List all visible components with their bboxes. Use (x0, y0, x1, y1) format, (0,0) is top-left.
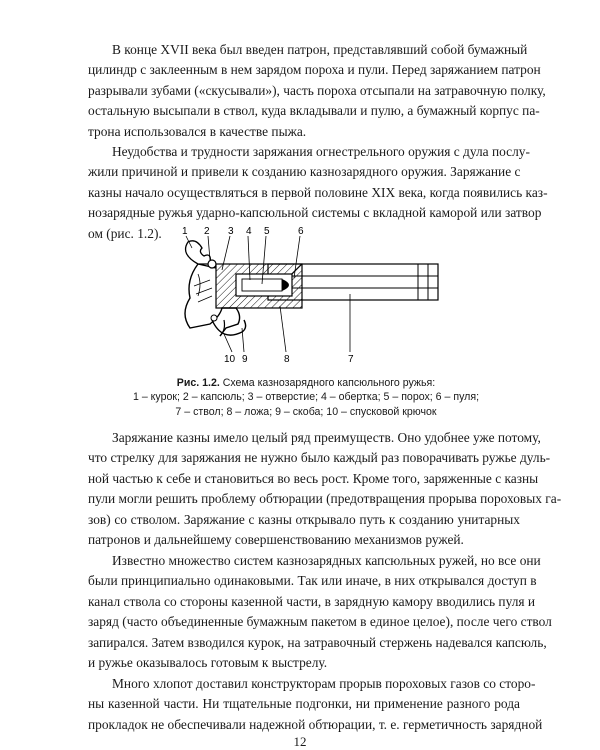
label-7: 7 (348, 354, 354, 365)
paragraph-3 (88, 428, 562, 550)
label-1: 1 (182, 226, 188, 237)
paragraph-4 (88, 551, 552, 673)
breech-chamber (216, 264, 302, 308)
paragraph-1 (88, 40, 546, 142)
label-5: 5 (264, 226, 270, 237)
page-number: 12 (293, 734, 307, 749)
text-line: ом (рис. 1.2). (88, 225, 162, 241)
text-line: ной частью к себе и становиться во весь рост. Кроме того, заряженные с казны (88, 470, 539, 486)
paragraph-5 (88, 674, 543, 735)
text-line: патронов и дальнейшему совершенствованию механизмов ружей. (88, 532, 464, 548)
text-line: Неудобства и трудности заряжания огнестрельного оружия с дула послу- (112, 144, 530, 159)
text-line: пули могли решить проблему обтюрации (предотвращения прорыва пороховых га- (88, 491, 562, 507)
text-line: заряд (часто объединенные бумажным пакетом в единое целое), после чего ствол (88, 614, 552, 630)
text-line: казны начало осуществляться в первой половине XIX века, когда появились каз- (88, 184, 548, 200)
text-line: канал ствола со стороны казенной части, в зарядную камору вводились пуля и (88, 593, 536, 609)
caption-text: Схема казнозарядного капсюльного ружья: (219, 377, 436, 389)
text-line: Известно множество систем казнозарядных капсюльных ружей, но все они (112, 553, 541, 568)
text-line: прокладок не обеспечивали надежной обтюрации, т. е. герметичность зарядной (88, 716, 543, 732)
text-line: нозарядные ружья ударно-капсюльной системы с вкладной каморой или затвор (88, 205, 542, 221)
text-line: что стрелку для заряжания не нужно было каждый раз поворачивать ружье дуль- (88, 450, 551, 466)
label-6: 6 (298, 226, 304, 237)
text-line: жили причиной и привели к созданию казнозарядного оружия. Заряжание с (88, 164, 521, 180)
text-line: цилиндр с заклеенным в нем зарядом пороха и пули. Перед заряжанием патрон (88, 62, 541, 78)
text-line: Заряжание казны имело целый ряд преимуществ. Оно удобнее уже потому, (112, 430, 541, 445)
text-line: остальную высыпали в ствол, куда вкладывали и пулю, а бумажный корпус па- (88, 103, 540, 119)
text-line: и ружье оказывалось готовым к выстрелу. (88, 655, 328, 671)
text-line: Много хлопот доставил конструкторам прорыв пороховых газов со сторо- (112, 676, 536, 691)
caption-line-2: 1 – курок; 2 – капсюль; 3 – отверстие; 4 – обертка; 5 – порох; 6 – пуля; (132, 391, 480, 404)
text-line: были принципиально одинаковыми. Так или иначе, в них открывался доступ в (88, 573, 537, 589)
text-line: ны казенной части. Ни тщательные подгонки, ни применение разного рода (88, 696, 520, 712)
label-3: 3 (228, 226, 234, 237)
caption-line-1 (96, 376, 516, 390)
caption-line-3: 7 – ствол; 8 – ложа; 9 – скоба; 10 – спусковой крючок (175, 405, 437, 418)
text-line: трона использовался в качестве пыжа. (88, 123, 307, 139)
breech-loading-gun-diagram (150, 224, 450, 374)
label-10: 10 (224, 354, 236, 365)
text-line: запирался. Затем взводился курок, на затравочный стержень надевался капсюль, (88, 634, 547, 650)
figure-caption (96, 376, 516, 419)
label-2: 2 (204, 226, 210, 237)
label-4: 4 (246, 226, 252, 237)
text-line: В конце XVII века был введен патрон, представлявший собой бумажный (112, 42, 528, 57)
label-8: 8 (284, 354, 290, 365)
text-line: разрывали зубами («скусывали»), часть пороха отсыпали на затравочную полку, (88, 82, 546, 98)
trigger-guard (211, 315, 246, 336)
text-line: зов) со стволом. Заряжание с казны открывало путь к созданию унитарных (88, 511, 520, 527)
label-9: 9 (242, 354, 248, 365)
caption-title: Рис. 1.2. (176, 377, 220, 389)
